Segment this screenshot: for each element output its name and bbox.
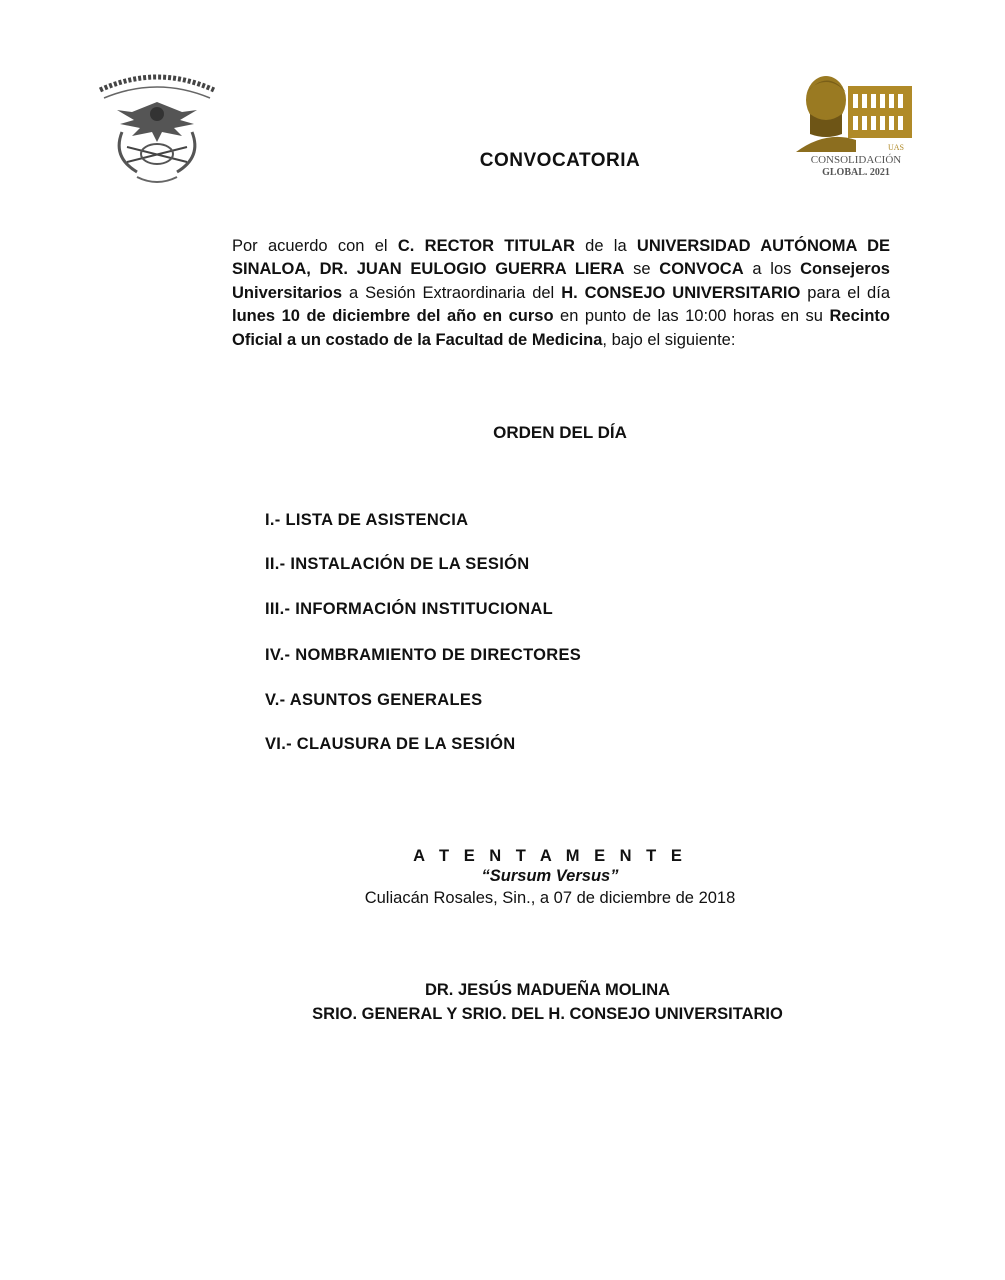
- intro-segment: CONVOCA: [659, 260, 744, 278]
- place-date: Culiacán Rosales, Sin., a 07 de diciembre de 2018: [364, 889, 736, 907]
- attentively-heading: A T E N T A M E N T E: [413, 847, 687, 865]
- intro-segment: Recinto Oficial a un costado de la Facultad de Medicina: [232, 307, 890, 349]
- agenda-item-2: II.- INSTALACIÓN DE LA SESIÓN: [265, 555, 530, 573]
- document-title: CONVOCATORIA: [479, 150, 641, 171]
- logo-year-text: GLOBAL. 2021: [822, 167, 890, 178]
- signatory-position: SRIO. GENERAL Y SRIO. DEL H. CONSEJO UNIVERSITARIO: [312, 1005, 783, 1023]
- intro-segment: de la: [574, 236, 637, 255]
- agenda-item-1: I.- LISTA DE ASISTENCIA: [265, 511, 469, 529]
- agenda-title: ORDEN DEL DÍA: [493, 423, 627, 442]
- intro-segment: en punto de las 10:00 horas en su: [553, 307, 830, 325]
- convocation-paragraph: [232, 235, 890, 353]
- intro-segment: C. RECTOR TITULAR: [397, 236, 575, 255]
- motto: “Sursum Versus”: [481, 867, 619, 885]
- intro-segment: lunes 10 de diciembre del año en curso: [232, 307, 554, 325]
- logo-uas-text: UAS: [887, 143, 904, 152]
- intro-segment: , bajo el siguiente:: [602, 330, 736, 349]
- agenda-item-5: V.- ASUNTOS GENERALES: [265, 691, 483, 709]
- intro-segment: a Sesión Extraordinaria del: [342, 283, 562, 302]
- intro-segment: Consejeros Universitarios: [232, 260, 890, 302]
- intro-segment: UNIVERSIDAD AUTÓNOMA DE SINALOA, DR. JUAN EULOGIO GUERRA LIERA: [232, 236, 891, 278]
- agenda-item-3: III.- INFORMACIÓN INSTITUCIONAL: [265, 600, 553, 618]
- agenda-item-4: IV.- NOMBRAMIENTO DE DIRECTORES: [265, 646, 582, 664]
- university-seal-logo: [92, 62, 222, 192]
- signature-block: [0, 978, 1005, 1026]
- closing-block: [0, 846, 1005, 910]
- logo-consolidacion-text: CONSOLIDACIÓN: [810, 154, 902, 166]
- intro-segment: Por acuerdo con el: [232, 236, 398, 255]
- intro-segment: se: [624, 260, 660, 278]
- intro-segment: H. CONSEJO UNIVERSITARIO: [561, 283, 801, 302]
- agenda-item-6: VI.- CLAUSURA DE LA SESIÓN: [265, 735, 516, 753]
- intro-segment: para el día: [800, 283, 890, 302]
- signatory-name: DR. JESÚS MADUEÑA MOLINA: [424, 981, 671, 999]
- intro-segment: a los: [743, 260, 801, 278]
